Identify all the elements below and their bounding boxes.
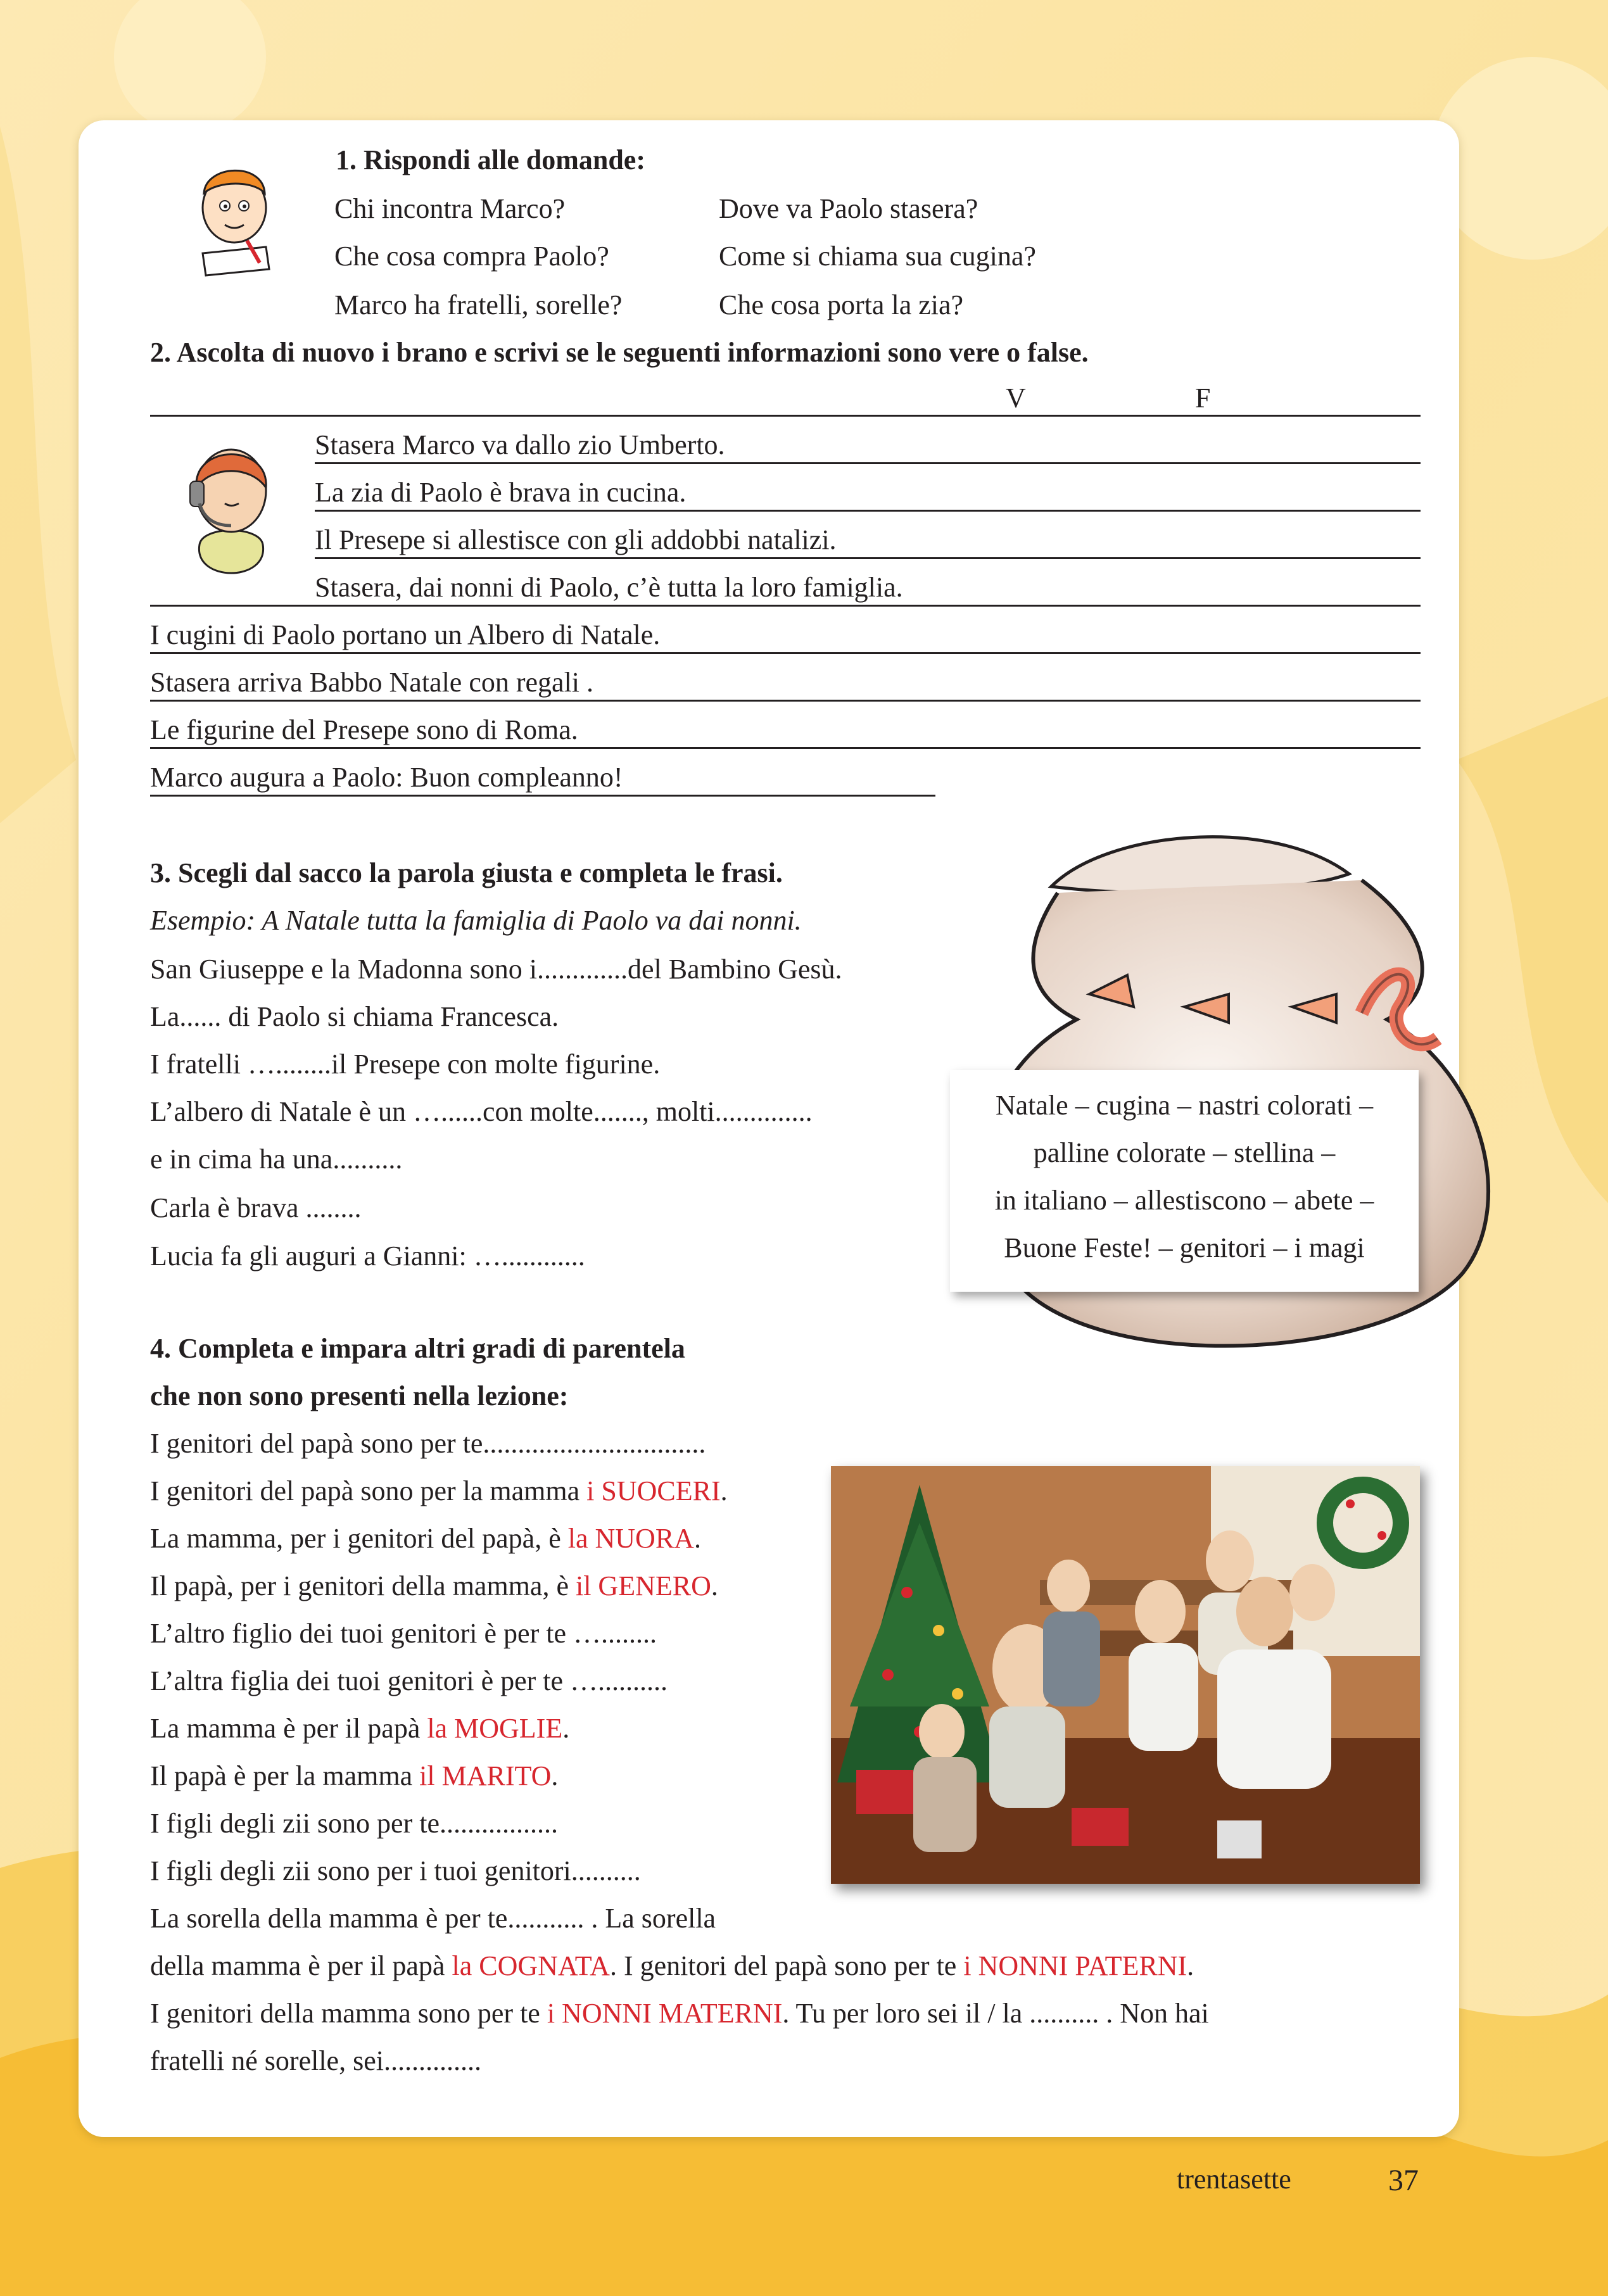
exercise3-title: 3. Scegli dal sacco la parola giusta e completa le frasi. — [150, 857, 783, 888]
statement: Le figurine del Presepe sono di Roma. — [150, 714, 578, 745]
kinship-line: La mamma, per i genitori del papà, è la NUORA. — [150, 1523, 701, 1554]
kinship-line: I genitori del papà sono per te................................ — [150, 1428, 706, 1459]
kinship-line: L’altra figlia dei tuoi genitori è per te ….......... — [150, 1665, 668, 1696]
divider — [150, 415, 1421, 417]
boy-writing-icon — [190, 158, 279, 279]
word-bank-line: Natale – cugina – nastri colorati – — [995, 1090, 1374, 1121]
exercise3-example: Esempio: A Natale tutta la famiglia di Paolo va dai nonni. — [150, 905, 802, 936]
fill-in-line: e in cima ha una.......... — [150, 1144, 403, 1175]
exercise4-subtitle: che non sono presenti nella lezione: — [150, 1380, 569, 1411]
kinship-line: I genitori del papà sono per la mamma i SUOCERI. — [150, 1475, 728, 1506]
fill-in-line: Carla è brava ........ — [150, 1192, 362, 1223]
answer-line — [315, 510, 1421, 512]
answer-line — [150, 652, 1421, 654]
kinship-line: I figli degli zii sono per te................. — [150, 1808, 558, 1839]
kinship-line: fratelli né sorelle, sei.............. — [150, 2045, 481, 2076]
kinship-line: Il papà è per la mamma il MARITO. — [150, 1760, 559, 1791]
kinship-line: I figli degli zii sono per i tuoi genitori.......... — [150, 1855, 641, 1886]
fill-in-line: L’albero di Natale è un …......con molte......., molti.............. — [150, 1096, 813, 1127]
answer-line — [315, 462, 1421, 464]
question: Che cosa porta la zia? — [719, 289, 964, 320]
kinship-line: Il papà, per i genitori della mamma, è il GENERO. — [150, 1570, 718, 1601]
kinship-line: della mamma è per il papà la COGNATA. I genitori del papà sono per te i NONNI PATERNI. — [150, 1950, 1194, 1981]
family-christmas-photo — [831, 1466, 1420, 1884]
column-false: F — [1195, 382, 1211, 413]
kinship-line: La mamma è per il papà la MOGLIE. — [150, 1713, 570, 1744]
question: Chi incontra Marco? — [334, 193, 566, 224]
word-bank-line: in italiano – allestiscono – abete – — [994, 1185, 1374, 1216]
fill-in-line: La...... di Paolo si chiama Francesca. — [150, 1001, 559, 1032]
answer-line — [150, 605, 1421, 607]
exercise4-title: 4. Completa e impara altri gradi di parentela — [150, 1333, 685, 1364]
statement: La zia di Paolo è brava in cucina. — [315, 477, 687, 508]
answer-line — [150, 747, 1421, 749]
word-bank-line: Buone Feste! – genitori – i magi — [1004, 1232, 1365, 1263]
question: Dove va Paolo stasera? — [719, 193, 978, 224]
statement: Stasera arriva Babbo Natale con regali . — [150, 667, 594, 698]
word-bank — [950, 1070, 1419, 1292]
kinship-line: L’altro figlio dei tuoi genitori è per te …........ — [150, 1618, 657, 1649]
page-word: trentasette — [1177, 2164, 1291, 2195]
question: Che cosa compra Paolo? — [334, 241, 609, 272]
question: Marco ha fratelli, sorelle? — [334, 289, 623, 320]
statement: I cugini di Paolo portano un Albero di Natale. — [150, 619, 661, 650]
statement: Stasera Marco va dallo zio Umberto. — [315, 429, 725, 460]
kinship-line: I genitori della mamma sono per te i NONNI MATERNI. Tu per loro sei il / la .......... . Non hai — [150, 1998, 1209, 2029]
fill-in-line: I fratelli …........il Presepe con molte figurine. — [150, 1049, 661, 1080]
statement: Stasera, dai nonni di Paolo, c’è tutta la loro famiglia. — [315, 572, 903, 603]
word-bank-line: palline colorate – stellina – — [1033, 1137, 1336, 1168]
fill-in-line: San Giuseppe e la Madonna sono i.............del Bambino Gesù. — [150, 954, 842, 985]
column-true: V — [1006, 382, 1026, 413]
answer-line — [150, 700, 1421, 702]
answer-line — [315, 557, 1421, 559]
statement: Il Presepe si allestisce con gli addobbi natalizi. — [315, 524, 837, 555]
fill-in-line: Lucia fa gli auguri a Gianni: …............ — [150, 1240, 585, 1271]
kinship-line: La sorella della mamma è per te........... . La sorella — [150, 1903, 716, 1934]
exercise2-title: 2. Ascolta di nuovo i brano e scrivi se le seguenti informazioni sono vere o false. — [150, 337, 1089, 368]
question: Come si chiama sua cugina? — [719, 241, 1036, 272]
statement: Marco augura a Paolo: Buon compleanno! — [150, 762, 623, 793]
page-number: 37 — [1388, 2164, 1419, 2197]
headphones-listening-icon — [180, 431, 282, 586]
answer-line — [150, 795, 935, 797]
exercise1-title: 1. Rispondi alle domande: — [336, 144, 645, 175]
